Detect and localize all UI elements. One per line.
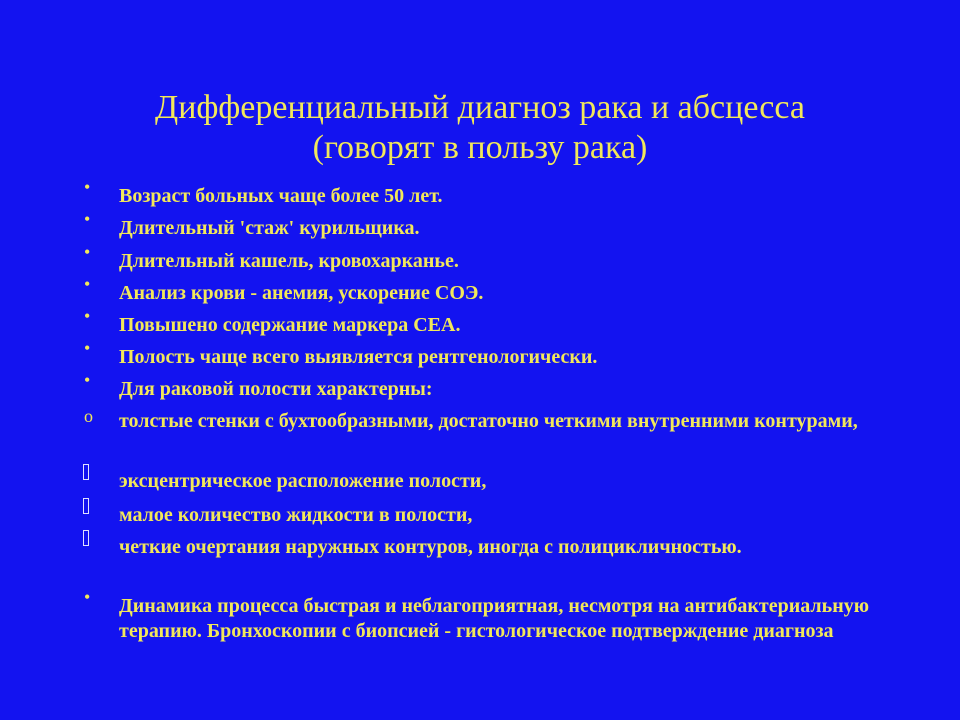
list-item <box>119 503 879 528</box>
list-item <box>119 535 879 560</box>
list-item-text: Для раковой полости характерны: <box>119 378 433 400</box>
bullet-dot-icon: • <box>84 587 91 607</box>
list-item-text: Динамика процесса быстрая и неблагоприятная, несмотря на антибактериальную терапию. Бронхоскопии с биопсией - гистологическое подтверждение диагноза <box>119 595 870 642</box>
list-item <box>84 370 879 402</box>
list-item <box>84 177 879 209</box>
list-item <box>84 274 879 306</box>
bullet-box-icon <box>83 498 89 514</box>
bullet-dot-icon: • <box>84 177 91 197</box>
bullet-box-icon <box>83 464 89 480</box>
bullet-dot-icon: • <box>84 242 91 262</box>
list-item-text: четкие очертания наружных контуров, иногда с полицикличностью. <box>119 536 742 558</box>
list-item-text: эксцентрическое расположение полости, <box>119 470 487 492</box>
list-item-text: толстые стенки с бухтообразными, достаточно четкими внутренними контурами, <box>119 410 858 432</box>
list-item-text: Длительный кашель, кровохарканье. <box>119 250 459 272</box>
bullet-dot-icon: • <box>84 306 91 326</box>
list-item <box>84 406 879 434</box>
list-item <box>84 209 879 241</box>
slide-title-line-1: Дифференциальный диагноз рака и абсцесса <box>155 89 805 126</box>
list-item-text: Анализ крови - анемия, ускорение СОЭ. <box>119 282 484 304</box>
list-item <box>84 587 879 644</box>
slide-title-line-2: (говорят в пользу рака) <box>312 129 648 166</box>
list-item-text: Возраст больных чаще более 50 лет. <box>119 185 443 207</box>
bullet-box-icon <box>83 530 89 546</box>
bullet-dot-icon: • <box>84 274 91 294</box>
list-item-text: Длительный 'стаж' курильщика. <box>119 217 420 239</box>
list-item <box>84 338 879 370</box>
bullet-dot-icon: • <box>84 338 91 358</box>
list-item <box>119 469 879 494</box>
bullet-ring-icon: o <box>84 406 93 426</box>
list-item-text: Повышено содержание маркера СЕА. <box>119 314 461 336</box>
list-item-text: малое количество жидкости в полости, <box>119 504 473 526</box>
bullet-dot-icon: • <box>84 209 91 229</box>
list-item <box>84 306 879 338</box>
list-item <box>84 242 879 274</box>
bullet-dot-icon: • <box>84 370 91 390</box>
list-item-text: Полость чаще всего выявляется рентгенологически. <box>119 346 598 368</box>
